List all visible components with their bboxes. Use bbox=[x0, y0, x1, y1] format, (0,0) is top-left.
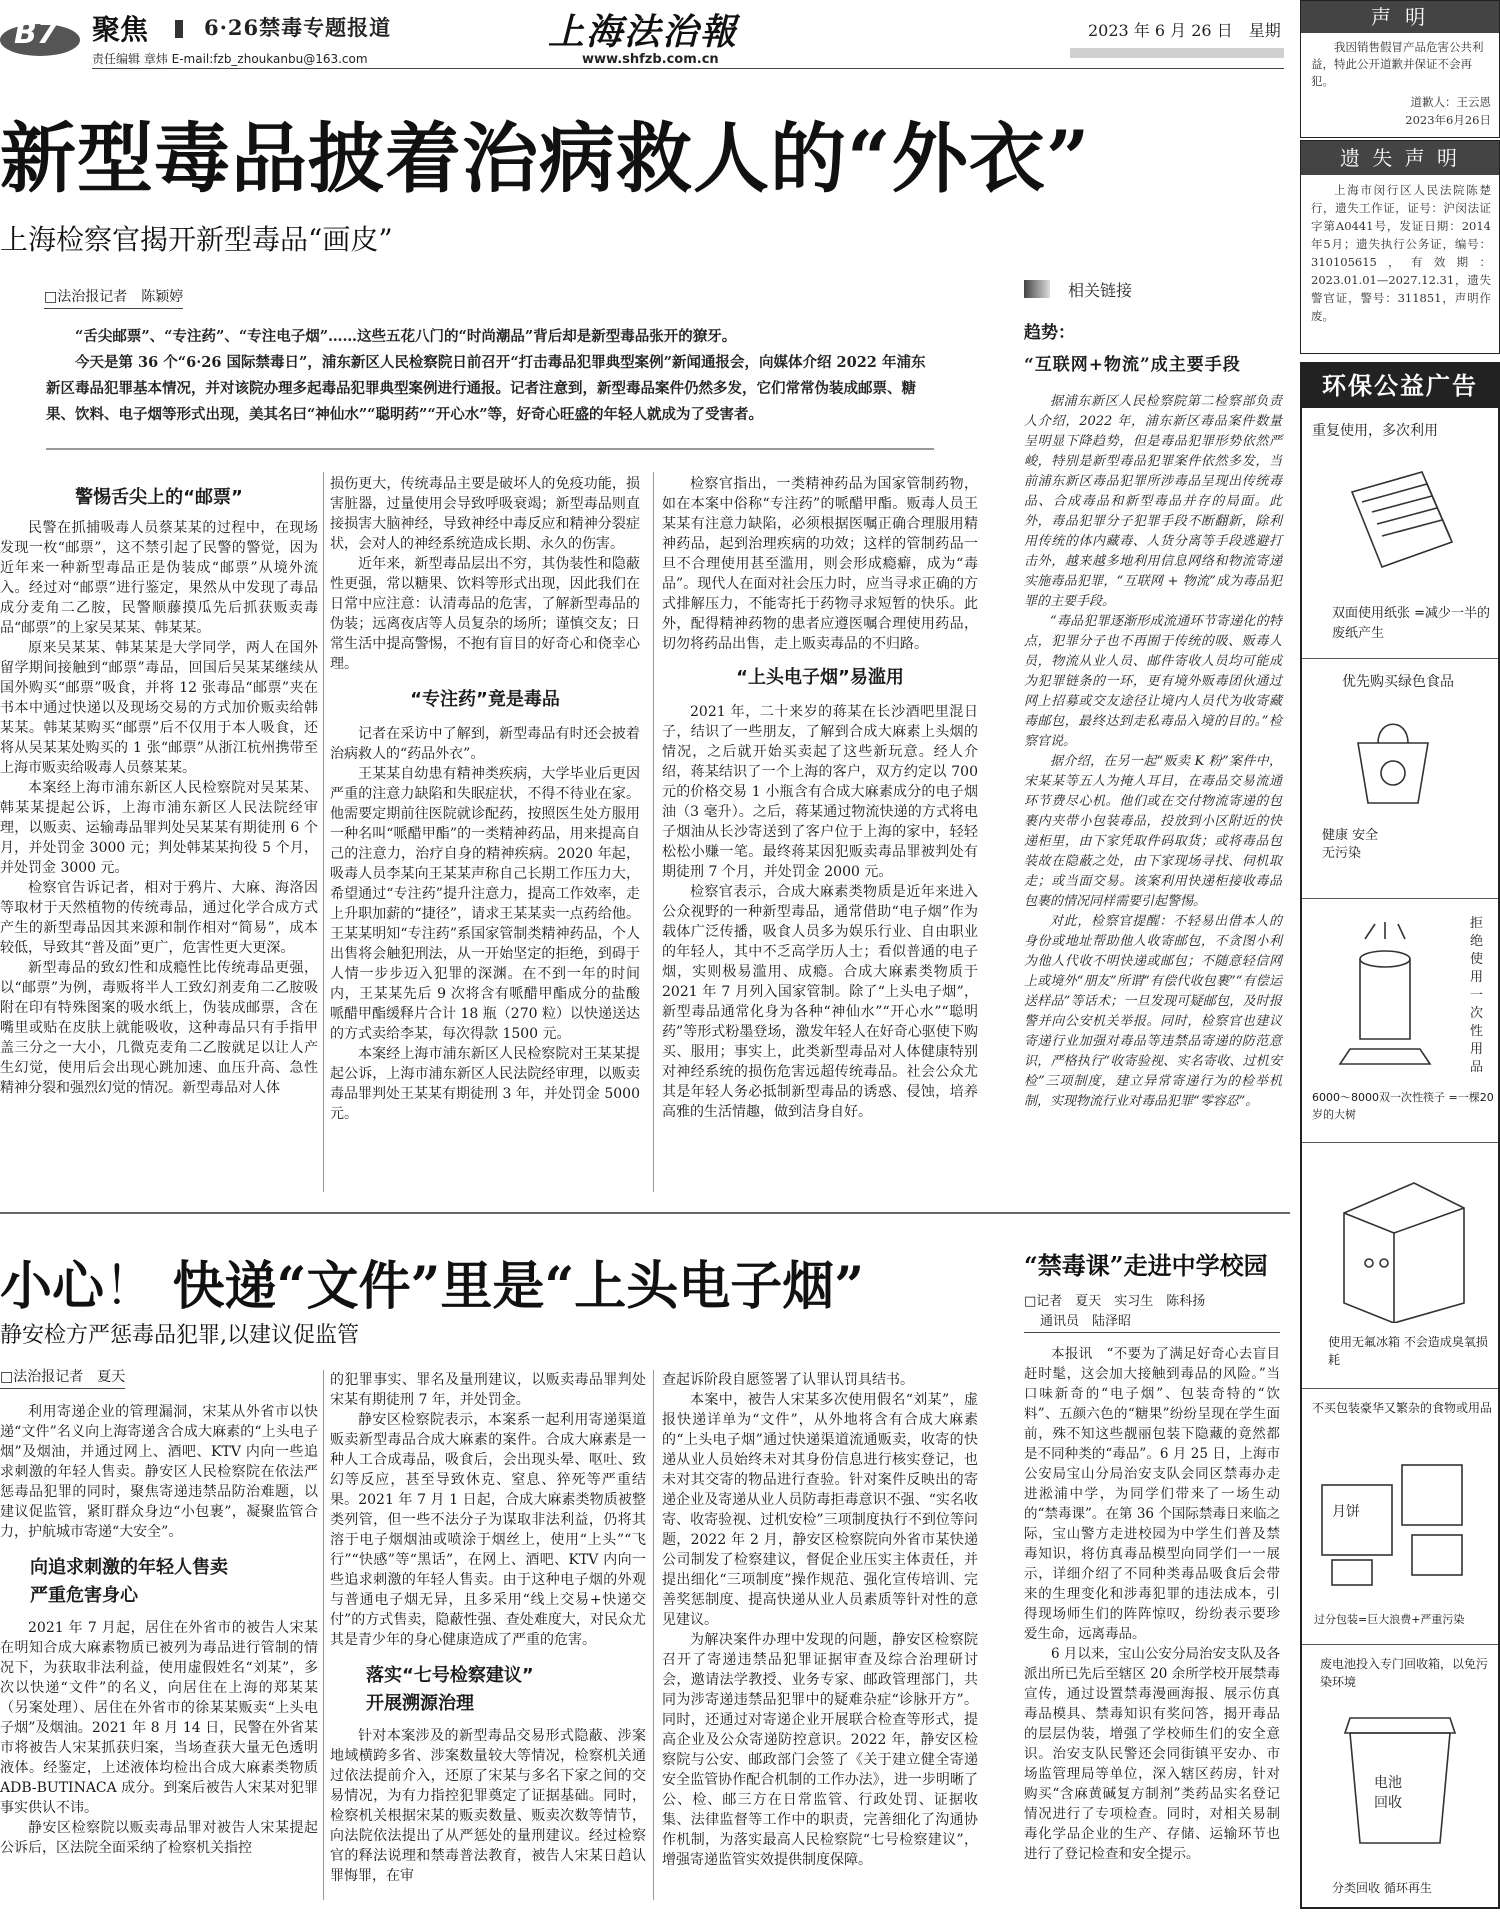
article1-col1 bbox=[0, 480, 318, 1098]
paragraph: 为解决案件办理中发现的问题，静安区检察院召开了寄递违禁品犯罪证据审查及综合治理研讨会，邀请法学教授、业务专家、邮政管理部门，共同为涉寄递违禁品犯罪中的疑难杂症“诊脉开方”。同时，还通过对寄递企业开展联合检查等形式，提高企业及公众寄递防控意识。2022 年，静安区检察院与公安、邮政部门会签了《关于建立健全寄递安全监管协作配合机制的工作办法》，进一步明晰了公、检、邮三方在日常监管、行政处罚、证据收集、法律监督等工作中的职责，完善细化了沟通协作机制，为落实最高人民检察院“七号检察建议”，增强寄递监管实效提供制度保障。 bbox=[662, 1632, 978, 1868]
paragraph: 据介绍，在另一起“贩卖 K 粉”案件中，宋某某等五人为掩人耳目，在毒品交易流通环节费尽心机。他们或在交付物流寄递的包裹内夹带小包装毒品，投放到小区附近的快递柜里，由下家凭取件码取货；或将毒品包装故在隐蔽之处，由下家现场寻找、伺机取走；或当面交易。该案利用快递柜接收毒品包裹的情况同样需要引起警惕。 bbox=[1024, 754, 1282, 909]
ad-panel-packaging bbox=[1302, 1388, 1498, 1645]
ad-panel-reuse bbox=[1302, 408, 1498, 658]
masthead-gray-bar bbox=[1070, 48, 1284, 58]
lost-notice-body: 上海市闵行区人民法院陈楚行，遗失工作证，证号：沪闵法证字第A0441号，发证日期：2014年5月；遗失执行公务证，编号：310105615，有效期：2023.01.01—2027.12.31，遗失警官证，警号：311851，声明作废。 bbox=[1311, 183, 1491, 323]
paragraph: 2021 年，二十来岁的蒋某在长沙酒吧里混日子，结识了一些朋友，了解到合成大麻素上头烟的情况，之后就开始买卖起了这些新玩意。经人介绍，蒋某结识了一个上海的客户，双方约定以 700 元的价格交易 1 小瓶含有合成大麻素成分的电子烟油（3 毫升）。之后，蒋某通过物流快递的方式将电子烟油从长沙寄送到了客户位于上海的家中，轻轻松松小赚一笔。最终蒋某因犯贩卖毒品罪被判处有期徒刑 7 个月，并处罚金 2000 元。 bbox=[662, 704, 978, 880]
col-divider bbox=[323, 1370, 324, 1900]
col-divider bbox=[653, 472, 654, 1192]
paragraph: 查起诉阶段自愿签署了认罪认罚具结书。 bbox=[662, 1372, 914, 1388]
eco-ad bbox=[1300, 362, 1500, 1909]
article1-subhead-focus-drug: “专注药”竟是毒品 bbox=[410, 689, 560, 710]
notice-date: 2023年6月26日 bbox=[1405, 113, 1491, 127]
paragraph: 本案经上海市浦东新区人民检察院对王某某提起公诉，上海市浦东新区人民法院经审理，以贩卖毒品罪判处王某某有期徒刑 3 年，并处罚金 5000 元。 bbox=[330, 1046, 640, 1122]
article2-byline: □法治报记者 夏天 bbox=[0, 1366, 125, 1389]
shopping-bag-icon bbox=[1338, 703, 1448, 813]
ad-caption-paper: 双面使用纸张 =减少一半的废纸产生 bbox=[1332, 606, 1491, 641]
paragraph: 检察官告诉记者，相对于鸦片、大麻、海洛因等取材于天然植物的传统毒品，通过化学合成方式产生的新型毒品因其来源和制作相对“简易”，成本较低，导致其“普及面”更广，危害性更大更深。 bbox=[0, 880, 318, 956]
masthead bbox=[0, 0, 1290, 78]
related-link-header bbox=[1024, 276, 1280, 302]
article2-headline bbox=[0, 1244, 864, 1319]
article2-subheadline: 静安检方严惩毒品犯罪,以建议促监管 bbox=[0, 1323, 359, 1348]
paragraph: 本报讯 “不要为了满足好奇心去盲目赶时髦，这会加大接触到毒品的风险。”当口味新奇的“电子烟”、包装奇特的“饮料”、五颜六色的“糖果”纷纷呈现在学生面前，殊不知这些靓丽包装下隐藏的竟然都是不同种类的“毒品”。6 月 25 日，上海市公安局宝山分局治安支队会同区禁毒办走进淞浦中学，为同学们带来了一场生动的“禁毒课”。在第 36 个国际禁毒日来临之际，宝山警方走进校园为中学生们普及禁毒知识，将仿真毒品模型向同学们一一展示，详细介绍了不同种类毒品吸食后会带来的生理变化和涉毒犯罪的违法成本，引得现场师生们的阵阵惊叹，纷纷表示要珍爱生命，远离毒品。 bbox=[1024, 1346, 1280, 1642]
ad-label-battery-recycle: 电池 回收 bbox=[1374, 1775, 1402, 1811]
sidebar1-title2: “互联网+物流”成主要手段 bbox=[1024, 355, 1241, 375]
paragraph: 利用寄递企业的管理漏洞，宋某从外省市以快递“文件”名义向上海寄递含合成大麻素的“上头电子烟”及烟油，并通过网上、酒吧、KTV 内向一些追求刺激的年轻人售卖。静安区人民检察院在依法严惩毒品犯罪的同时，聚焦寄递违禁品防治难题，以建议促监管，紧盯群众身边“小包裹”，凝聚监管合力，护航城市寄递“大安全”。 bbox=[0, 1404, 318, 1540]
article2-col1 bbox=[0, 1402, 318, 1858]
ad-caption-reuse: 重复使用，多次利用 bbox=[1312, 423, 1438, 439]
col-divider bbox=[323, 472, 324, 1192]
sidebar2-title: “禁毒课”走进中学校园 bbox=[1024, 1251, 1268, 1280]
sidebar1-body bbox=[1024, 392, 1282, 1112]
paragraph: 检察官表示，合成大麻素类物质是近年来进入公众视野的一种新型毒品，通常借助“电子烟”作为载体广泛传播，吸食人员多为娱乐行业、自由职业的年轻人，其中不乏高学历人士；看似普通的电子烟，实则极易滥用、成瘾。合成大麻素类物质于 2021 年 7 月列入国家管制。除了“上头电子烟”，新型毒品通常化身为各种“神仙水”“开心水”“聪明药”等形式粉墨登场，激发年轻人在好奇心驱使下购买、服用；事实上，此类新型毒品对人体健康特别对神经系统的损伤危害远超传统毒品。社会公众尤其是年轻人务必抵制新型毒品的诱惑、侵蚀，培养高雅的生活情趣，做到洁身自好。 bbox=[662, 884, 978, 1120]
lost-notice-box bbox=[1300, 140, 1500, 354]
col-divider bbox=[653, 1370, 654, 1900]
paragraph: 的犯罪事实、罪名及量刑建议，以贩卖毒品罪判处宋某有期徒刑 7 年，并处罚金。 bbox=[330, 1372, 646, 1408]
ad-caption-fridge: 使用无氟冰箱 不会造成臭氧损耗 bbox=[1328, 1335, 1488, 1367]
article1-lead bbox=[46, 324, 936, 428]
sidebar2-byline2: 通讯员 陆泽昭 bbox=[1040, 1314, 1132, 1329]
paragraph: 近年来，新型毒品层出不穷，其伪装性和隐蔽性更强，常以糖果、饮料等形式出现，因此我们在日常中应注意：认清毒品的危害，了解新型毒品的伪装；远离夜店等人员复杂的场所；谨慎交友；日常生活中提高警惕，不抱有盲目的好奇心和侥幸心理。 bbox=[330, 556, 640, 672]
lead-rule bbox=[46, 448, 934, 450]
sidebar2-byline1: □记者 夏天 实习生 陈科扬 bbox=[1024, 1294, 1206, 1309]
paragraph: 静安区检察院以贩卖毒品罪对被告人宋某提起公诉后，区法院全面采纳了检察机关指控 bbox=[0, 1820, 318, 1856]
related-link-label: 相关链接 bbox=[1068, 281, 1133, 300]
ad-panel-battery bbox=[1302, 1644, 1498, 1912]
paragraph: 新型毒品的致幻性和成瘾性比传统毒品更强，以“邮票”为例，毒贩将半人工致幻剂麦角二乙胺吸附在印有特殊图案的吸水纸上，伪装成邮票，含在嘴里或贴在皮肤上就能吸收，这种毒品只有手指甲盖三分之一大小，几微克麦角二乙胺就足以让人产生幻觉，使用后会出现心跳加速、血压升高、急性精神分裂和强烈幻觉的情况。新型毒品对人体 bbox=[0, 960, 318, 1096]
feature-title: 6·26禁毒专题报道 bbox=[204, 15, 392, 40]
issue-date: 2023 年 6 月 26 日 星期 bbox=[1088, 21, 1281, 40]
ad-panel-disposable bbox=[1302, 898, 1498, 1143]
article1-subheadline: 上海检察官揭开新型毒品“画皮” bbox=[0, 223, 393, 256]
article1-headline: 新型毒品披着治病救人的“外衣” bbox=[0, 114, 1091, 203]
section-rule bbox=[0, 1212, 1290, 1214]
article2-headline-b: 快递“文件”里是“上头电子烟” bbox=[172, 1256, 865, 1317]
paper-name-logo: 上海法治報 bbox=[548, 11, 739, 53]
ad-caption-chopsticks: 6000～8000双一次性筷子 =一棵20岁的大树 bbox=[1312, 1091, 1494, 1121]
section-divider bbox=[175, 20, 183, 38]
lost-notice-title: 遗 失 声 明 bbox=[1301, 141, 1499, 175]
article2-subhead-1a: 向追求刺激的年轻人售卖 bbox=[30, 1557, 228, 1578]
paragraph: 静安区检察院表示，本案系一起利用寄递渠道贩卖新型毒品合成大麻素的案件。合成大麻素是一种人工合成毒品，吸食后，会出现头晕、呕吐、致幻等反应，甚至导致休克、窒息、猝死等严重结果。2021 年 7 月 1 日起，合成大麻素类物质被整类列管，但一些不法分子为谋取非法利益，仍将其溶于电子烟烟油或喷涂于烟丝上，使用“上头”“飞行”“快感”等“黑话”，在网上、酒吧、KTV 内向一些追求刺激的年轻人售卖。由于这种电子烟的外观与普通电子烟无异，且多采用“线上交易+快递交付”的方式售卖，隐蔽性强、查处难度大，对民众尤其是青少年的身心健康造成了严重的危害。 bbox=[330, 1412, 646, 1648]
editor-line: 责任编辑 章炜 E-mail:fzb_zhoukanbu@163.com bbox=[92, 52, 368, 66]
page-number: B7 bbox=[14, 16, 58, 51]
notice-signature: 道歉人：王云恩 bbox=[1410, 95, 1491, 109]
article1-lead-p1: “舌尖邮票”、“专注药”、“专注电子烟”……这些五花八门的“时尚潮品”背后却是新型毒品张开的獠牙。 bbox=[75, 328, 737, 345]
ad-title: 环保公益广告 bbox=[1302, 364, 1498, 408]
paragraph: 对此，检察官提醒：不轻易出借本人的身份或地址帮助他人收寄邮包，不贪图小利为他人代收不明快递或邮包；不随意轻信网上或境外“朋友”所谓“有偿代收包裹”“有偿运送样品”等话术；一旦发现可疑邮包，及时报警并向公安机关举报。同时，检察官也建议寄递行业加强对毒品等违禁品寄递的防范意识，严格执行“收寄验视、实名寄收、过机安检”三项制度，建立异常寄递行为的检举机制，实现物流行业对毒品犯罪“零容忍”。 bbox=[1024, 914, 1282, 1109]
ad-caption-green-food: 优先购买绿色食品 bbox=[1342, 674, 1454, 690]
article1-col2 bbox=[330, 474, 640, 1124]
paragraph: 损伤更大，传统毒品主要是破坏人的免疫功能，损害脏器，过量使用会导致呼吸衰竭；新型毒品则直接损害大脑神经，导致神经中毒反应和精神分裂症状，会对人的神经系统造成长期、永久的伤害。 bbox=[330, 476, 640, 552]
article1-subhead-ecig: “上头电子烟”易滥用 bbox=[736, 667, 904, 688]
paragraph: 原来吴某某、韩某某是大学同学，两人在国外留学期间接触到“邮票”毒品，回国后吴某某继续从国外购买“邮票”吸食，并将 12 张毒品“邮票”夹在书本中通过快递以及现场交易的方式加价贩卖给韩某某。韩某某购买“邮票”后不仅用于本人吸食，还将从吴某某处购买的 1 张“邮票”从浙江杭州携带至上海市贩卖给吸毒人员蔡某某。 bbox=[0, 640, 318, 776]
notice-body: 我因销售假冒产品危害公共利益，特此公开道歉并保证不会再犯。 bbox=[1311, 40, 1484, 88]
sidebar2-body bbox=[1024, 1344, 1280, 1864]
article2-col3 bbox=[662, 1370, 978, 1870]
ad-caption-packaging: 不买包装豪华又繁杂的食物或用品 bbox=[1312, 1401, 1493, 1415]
paragraph: 2021 年 7 月起，居住在外省市的被告人宋某在明知合成大麻素物质已被列为毒品进行管制的情况下，为获取非法利益，使用虚假姓名“刘某”，多次以快递“文件”的名义，向居住在上海的郑某某（另案处理）、居住在外省市的徐某某贩卖“上头电子烟”及烟油。2021 年 8 月 14 日，民警在外省某市将被告人宋某抓获归案，当场查获大量无色透明液体。经鉴定，上述液体均检出合成大麻素类物质 ADB-BUTINACA 成分。到案后被告人宋某对犯罪事实供认不讳。 bbox=[0, 1620, 318, 1816]
article2-subhead-1b: 严重危害身心 bbox=[30, 1585, 138, 1606]
paragraph: 本案经上海市浦东新区人民检察院对吴某某、韩某某提起公诉，上海市浦东新区人民法院经审理，以贩卖、运输毒品罪判处吴某某有期徒刑 6 个月，并处罚金 3000 元；判处韩某某拘役 5 个月，并处罚金 3000 元。 bbox=[0, 780, 318, 876]
paragraph: 针对本案涉及的新型毒品交易形式隐蔽、涉案地域横跨多省、涉案数量较大等情况，检察机关通过依法提前介入，还原了宋某与多名下家之间的交易情况，为有力指控犯罪奠定了证据基础。同时，检察机关根据宋某的贩卖数量、贩卖次数等情节，向法院依法提出了从严惩处的量刑建议。经过检察官的释法说理和禁毒普法教育，被告人宋某日趋认罪悔罪，在审 bbox=[330, 1728, 646, 1884]
article1-lead-p2: 今天是第 36 个“6·26 国际禁毒日”，浦东新区人民检察院日前召开“打击毒品犯罪典型案例”新闻通报会，向媒体介绍 2022 年浦东新区毒品犯罪基本情况，并对该院办理多起毒品犯罪典型案例进行通报。记者注意到，新型毒品案件仍然多发，它们常常伪装成邮票、糖果、饮料、电子烟等形式出现，美其名曰“神仙水”“聪明药”“开心水”等，好奇心旺盛的年轻人就成为了受害者。 bbox=[46, 354, 926, 423]
paragraph: “毒品犯罪逐渐形成流通环节寄递化的特点，犯罪分子也不再囿于传统的吸、贩毒人员，物流从业人员、邮件寄收人员均可能成为犯罪链条的一环，更有境外贩毒团伙通过网上招募或交友途径让境内人员代为收寄藏毒邮包，最终达到走私毒品入境的目的。”检察官说。 bbox=[1024, 614, 1282, 749]
refrigerator-icon bbox=[1324, 1163, 1484, 1323]
section-title: 聚焦 bbox=[92, 13, 149, 46]
tree-stump-icon bbox=[1320, 919, 1450, 1079]
ad-label-mooncake: 月饼 bbox=[1332, 1504, 1360, 1520]
article2-col2 bbox=[330, 1370, 646, 1886]
ad-caption-recycle: 分类回收 循环再生 bbox=[1332, 1881, 1432, 1895]
article2-subhead-2a: 落实“七号检察建议” bbox=[366, 1665, 534, 1686]
ad-caption-battery: 废电池投入专门回收箱，以免污染环境 bbox=[1320, 1657, 1489, 1689]
article1-col3 bbox=[662, 474, 978, 1122]
paragraph: 记者在采访中了解到，新型毒品有时还会披着治病救人的“药品外衣”。 bbox=[330, 726, 640, 762]
article1-subhead-stamp: 警惕舌尖上的“邮票” bbox=[75, 487, 243, 508]
paper-url: www.shfzb.com.cn bbox=[582, 52, 719, 67]
sidebar1-title1: 趋势： bbox=[1024, 323, 1075, 343]
ad-caption-overpackaging: 过分包装=巨大浪费+严重污染 bbox=[1314, 1613, 1465, 1626]
paragraph: 6 月以来，宝山公安分局治安支队及各派出所已先后至辖区 20 余所学校开展禁毒宣传，通过设置禁毒漫画海报、展示仿真毒品模具、禁毒知识有奖问答，揭开毒品的层层伪装，增强了学校师生们的安全意识。治安支队民警还会同街镇平安办、市场监管理局等单位，深入辖区药房，针对购买“含麻黄碱复方制剂”类药品实名登记情况进行了专项检查。同时，对相关易制毒化学品企业的生产、存储、运输环节也进行了登记检查和安全提示。 bbox=[1024, 1646, 1280, 1862]
notice-title: 声 明 bbox=[1301, 1, 1499, 33]
paragraph: 据浦东新区人民检察院第二检察部负责人介绍，2022 年，浦东新区毒品案件数量呈明显下降趋势，但是毒品犯罪形势依然严峻，特别是新型毒品犯罪案件依然多发，当前浦东新区毒品犯罪所涉毒品呈现出传统毒品、合成毒品和新型毒品并存的局面。此外，毒品犯罪分子犯罪手段不断翻新，除利用传统的体内藏毒、人货分离等手段逃避打击外，越来越多地利用信息网络和物流寄递实施毒品犯罪，“互联网 + 物流”成为毒品犯罪的主要手段。 bbox=[1024, 394, 1282, 609]
paper-sheets-icon bbox=[1332, 452, 1472, 592]
article2-subhead-2b: 开展溯源治理 bbox=[366, 1693, 474, 1714]
ad-panel-green-food bbox=[1302, 658, 1498, 899]
ad-caption-disposable: 拒绝使用一次性用品 bbox=[1470, 916, 1484, 1075]
paragraph: 本案中，被告人宋某多次使用假名“刘某”，虚报快递详单为“文件”，从外地将含有合成大麻素的“上头电子烟”通过快递渠道流通贩卖，收寄的快递从业人员始终未对其身份信息进行核实登记，也未对其交寄的物品进行查验。针对案件反映出的寄递企业及寄递从业人员防毒拒毒意识不强、“实名收寄、收寄验视、过机安检”三项制度执行不到位等问题，2022 年 2 月，静安区检察院向外省市某快递公司制发了检察建议，督促企业压实主体责任，并提出细化“三项制度”操作规范、强化宣传培训、完善奖惩制度、提高快递从业人员素质等针对性的意见建议。 bbox=[662, 1392, 978, 1628]
paragraph: 民警在抓捕吸毒人员蔡某某的过程中，在现场发现一枚“邮票”，这不禁引起了民警的警觉，因为近年来一种新型毒品正是伪装成“邮票”从境外流入。经过对“邮票”进行鉴定，果然从中发现了毒品成分麦角二乙胺，民警顺藤摸瓜先后抓获贩卖毒品“邮票”的上家吴某某、韩某某。 bbox=[0, 520, 318, 636]
notice-box bbox=[1300, 0, 1500, 138]
related-link-marker bbox=[1024, 280, 1050, 298]
article2-headline-excl: ！ bbox=[104, 1257, 173, 1317]
sidebar2-rule bbox=[1024, 1332, 1280, 1333]
ad-caption-healthy: 健康 安全 无污染 bbox=[1322, 828, 1379, 861]
paragraph: 检察官指出，一类精神药品为国家管制药物，如在本案中俗称“专注药”的哌醋甲酯。贩毒人员王某某有注意力缺陷，必须根据医嘱正确合理服用精神药品，起到治理疾病的功效；这样的管制药品一旦不合理使用甚至滥用，则会形成瘾癖，成为“毒品”。现代人在面对社会压力时，应当寻求正确的方式排解压力，不能寄托于药物寻求短暂的快乐。此外，配得精神药物的患者应遵医嘱合理使用药品，切勿将药品出售，走上贩卖毒品的不归路。 bbox=[662, 476, 978, 652]
masthead-rule bbox=[92, 68, 1284, 69]
article2-headline-a: 小心 bbox=[0, 1256, 105, 1317]
article1-byline: □法治报记者 陈颖婷 bbox=[44, 286, 183, 309]
ad-panel-fridge bbox=[1302, 1142, 1498, 1389]
paragraph: 王某某自幼患有精神类疾病，大学毕业后更因严重的注意力缺陷和失眠症状，不得不待业在家。他需要定期前往医院就诊配药，按照医生处方服用一种名叫“哌醋甲酯”的一类精神药品，用来提高自己的注意力，治疗自身的精神疾病。2020 年起，吸毒人员李某向王某某声称自己长期工作压力大，希望通过“专注药”提升注意力，提高工作效率，走上升职加薪的“捷径”，请求王某某卖一点药给他。王某某明知“专注药”系国家管制类精神药品，个人出售将会触犯刑法，从一开始坚定的拒绝，到碍于人情一步步迈入犯罪的深渊。在不到一年的时间内，王某某先后 9 次将含有哌醋甲酯成分的盐酸哌醋甲酯缓释片合计 18 瓶（270 粒）以快递送达的方式卖给李某，每次得款 1500 元。 bbox=[330, 766, 640, 1042]
